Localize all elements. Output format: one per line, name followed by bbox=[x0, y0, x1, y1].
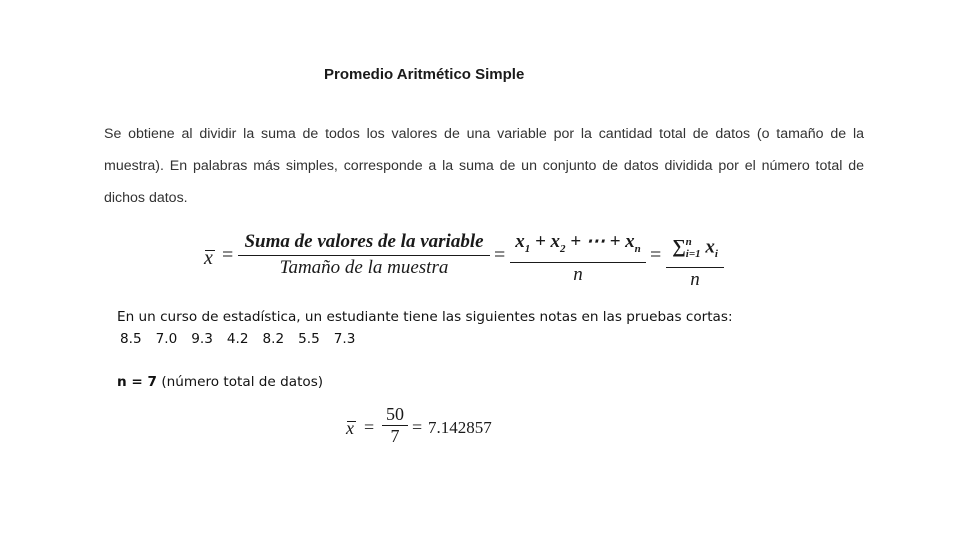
result-xbar: x bbox=[346, 418, 354, 438]
definition-paragraph: Se obtiene al dividir la suma de todos los valores de una variable por la cantidad total de datos (o tamaño de la muestra). En palabras más simples, corresponde a la suma de un conjunto de datos dividida por el número total de dichos datos. bbox=[104, 126, 864, 206]
sample-size-note: (número total de datos) bbox=[157, 374, 324, 390]
sample-size-value: n = 7 bbox=[117, 374, 157, 390]
grade-value: 4.2 bbox=[226, 331, 249, 347]
formula-fraction-words bbox=[238, 230, 490, 280]
grade-value: 5.5 bbox=[298, 331, 320, 347]
fraction-denominator: n bbox=[573, 263, 583, 285]
grade-value: 8.5 bbox=[120, 331, 142, 347]
grade-value: 7.0 bbox=[155, 331, 178, 347]
result-value: 7.142857 bbox=[428, 418, 492, 437]
fraction-numerator: Suma de valores de la variable bbox=[244, 231, 484, 252]
fraction-numerator: $x_1 + x_2$ + ⋯ + $x_n$ bbox=[515, 231, 641, 255]
grade-value: 8.2 bbox=[262, 331, 285, 347]
fraction-denominator: n bbox=[690, 269, 700, 291]
result-numerator: 50 bbox=[386, 404, 404, 424]
mean-result bbox=[346, 404, 516, 454]
fraction-denominator: Tamaño de la muestra bbox=[279, 257, 449, 278]
page-title: Promedio Aritmético Simple bbox=[324, 66, 525, 83]
equals-sign: = bbox=[222, 244, 234, 266]
mean-formula bbox=[204, 230, 734, 291]
equals-sign: = bbox=[364, 417, 375, 437]
result-denominator: 7 bbox=[390, 426, 400, 446]
grade-value: 9.3 bbox=[191, 331, 213, 347]
formula-fraction-sum bbox=[510, 230, 646, 287]
example-statement: En un curso de estadística, un estudiante tiene las siguientes notas en las pruebas cortas: bbox=[117, 309, 733, 325]
grade-value: 7.3 bbox=[333, 331, 356, 347]
grades-list bbox=[120, 331, 355, 347]
equals-sign: = bbox=[494, 244, 506, 266]
formula-fraction-sigma bbox=[666, 230, 724, 292]
equals-sign: = bbox=[650, 244, 662, 266]
sample-size-line bbox=[117, 374, 323, 390]
result-fraction bbox=[382, 404, 408, 447]
formula-xbar: x bbox=[204, 247, 213, 270]
fraction-numerator: ∑$^n_{i=1}$ $x_i$ bbox=[672, 236, 718, 261]
equals-sign: = bbox=[412, 417, 423, 437]
